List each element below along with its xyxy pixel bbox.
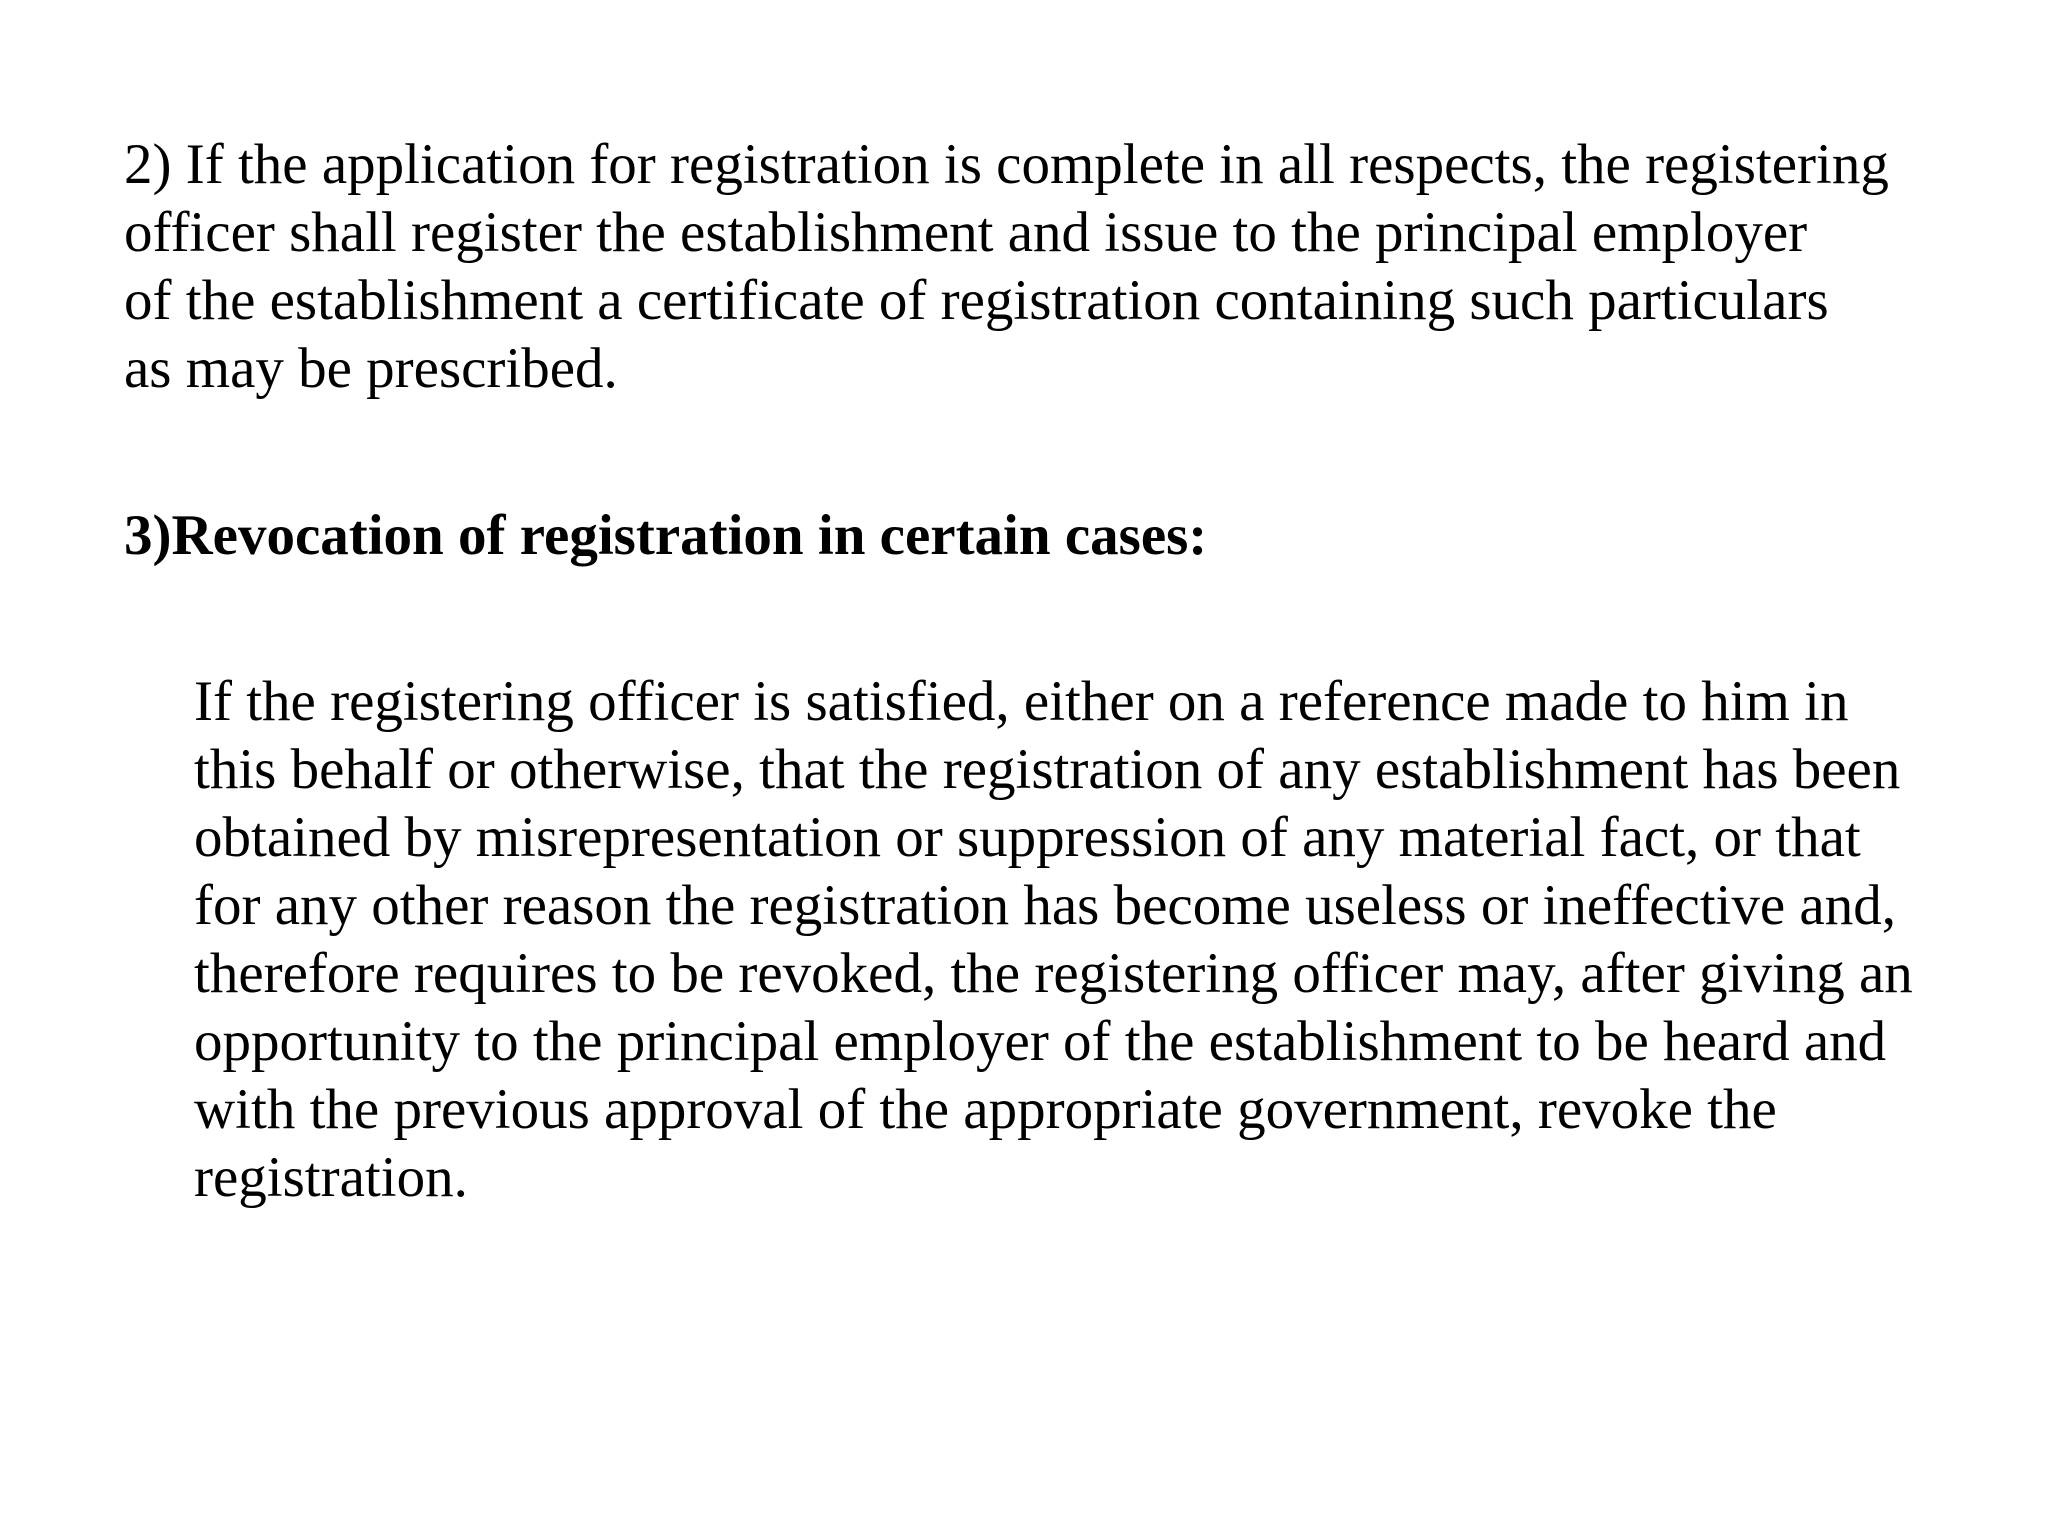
- paragraph-line: registration.: [194, 1146, 468, 1209]
- paragraph-line: as may be prescribed.: [124, 337, 618, 400]
- paragraph-line: this behalf or otherwise, that the registration of any establishment has been: [194, 738, 1901, 801]
- paragraph-line: 2) If the application for registration is complete in all respects, the registering: [124, 133, 1889, 196]
- paragraph-line: opportunity to the principal employer of the establishment to be heard and: [194, 1010, 1887, 1073]
- paragraph-line: with the previous approval of the appropriate government, revoke the: [194, 1078, 1777, 1141]
- paragraph-line: officer shall register the establishment and issue to the principal employer: [124, 201, 1808, 264]
- paragraph-revocation: [124, 668, 2021, 1212]
- section-heading: 3)Revocation of registration in certain cases:: [124, 504, 1208, 567]
- paragraph-line: therefore requires to be revoked, the registering officer may, after giving an: [194, 942, 1913, 1005]
- paragraph-line: If the registering officer is satisfied, either on a reference made to him in: [194, 670, 1849, 733]
- paragraph-line: for any other reason the registration has become useless or ineffective and,: [194, 874, 1896, 937]
- paragraph-registration-certificate: [124, 131, 2021, 403]
- paragraph-line: of the establishment a certificate of registration containing such particulars: [124, 269, 1829, 332]
- paragraph-line: obtained by misrepresentation or suppression of any material fact, or that: [194, 806, 1861, 869]
